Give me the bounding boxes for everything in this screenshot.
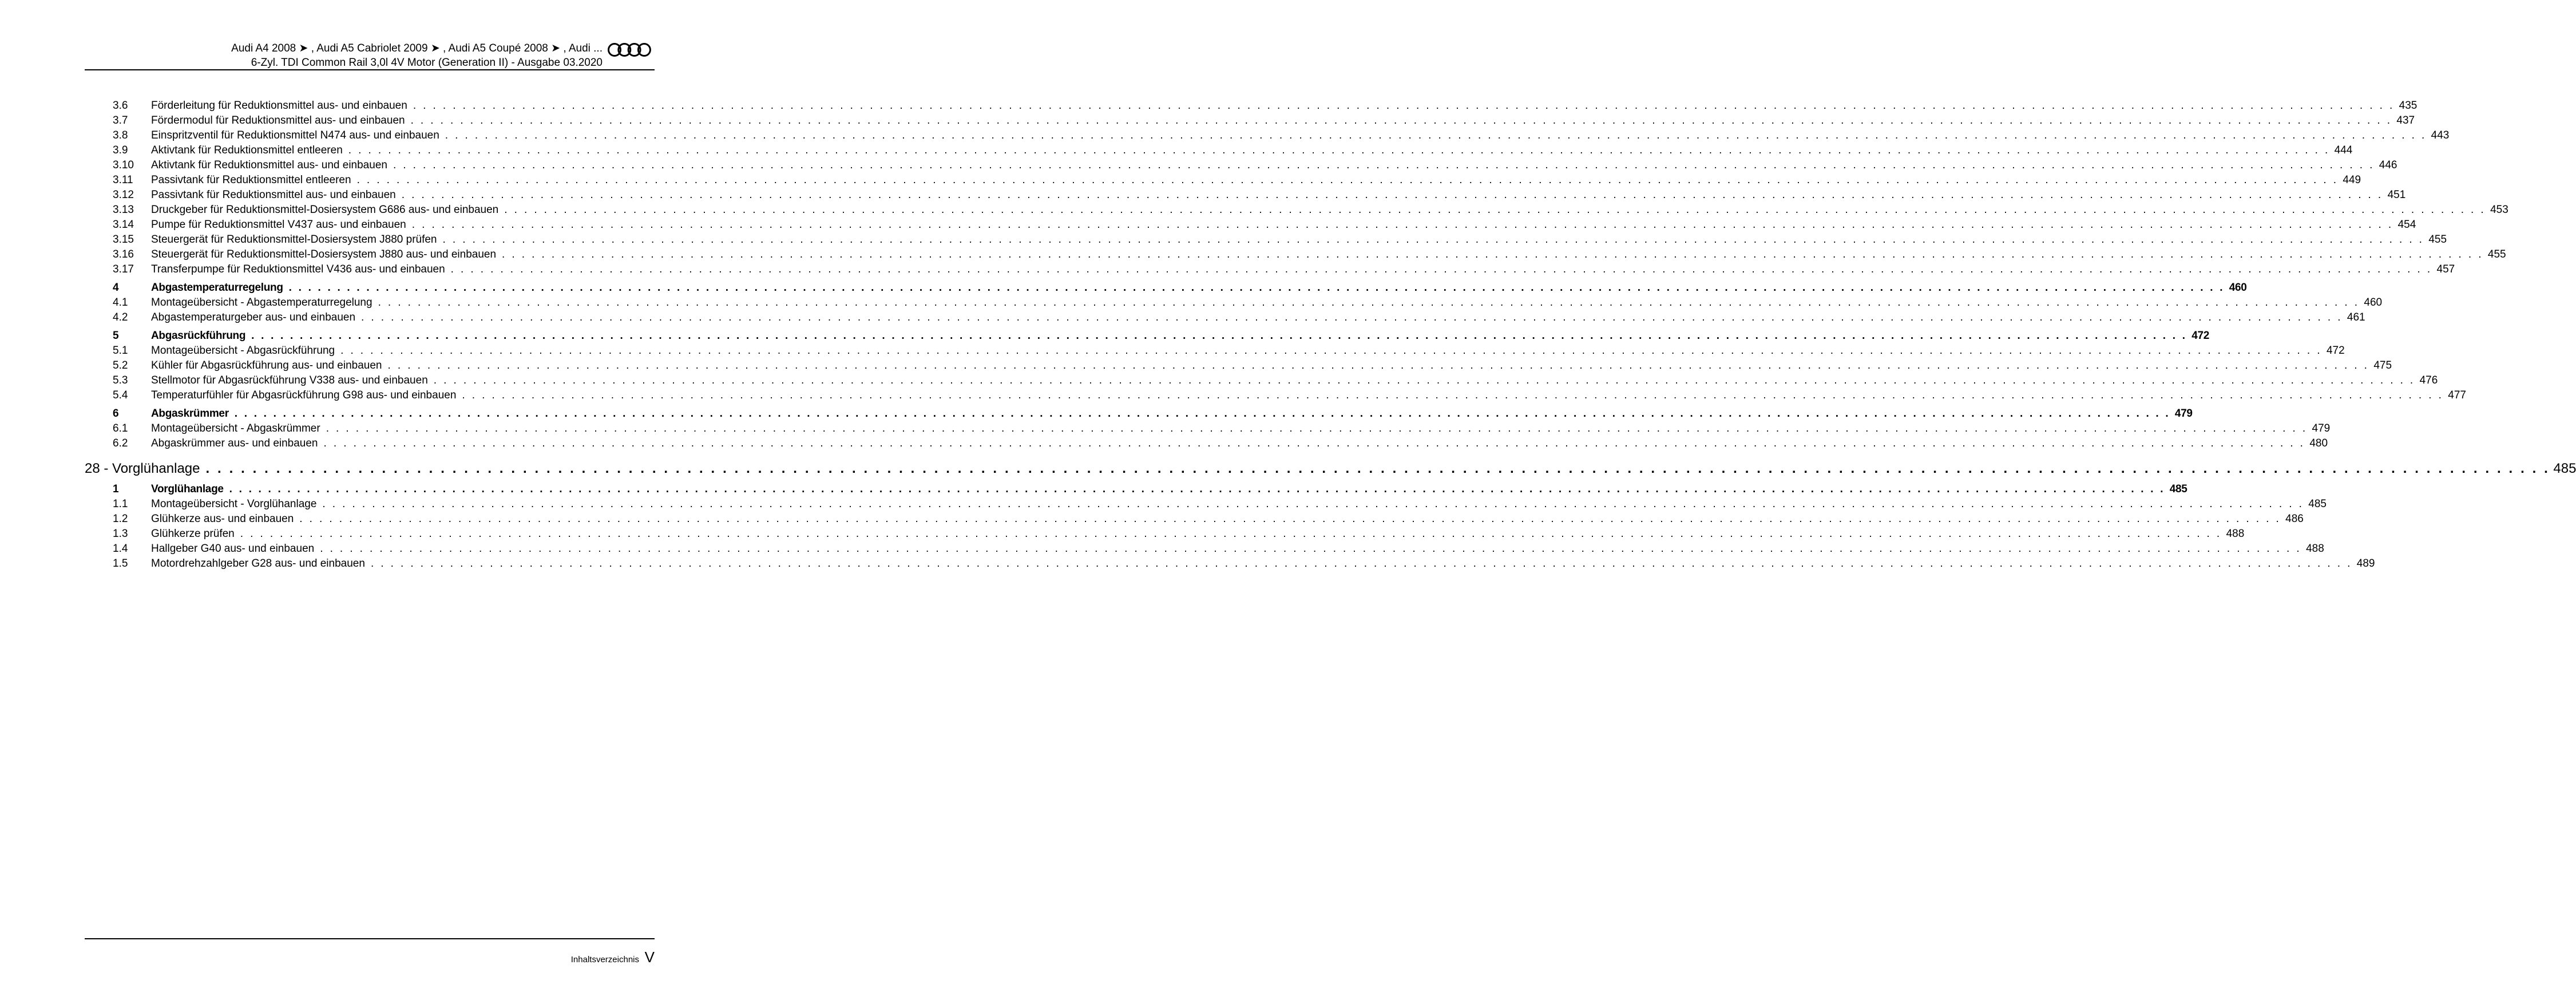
toc-entry-number: 5.4 [113,389,128,401]
toc-entry[interactable] [85,358,2392,373]
toc-leader-dots: . . . . . . . . . . . . . . . . . . . . . . . . . . . . . . . . . . . . . . . . . . . . . . . . . . . . . . . . . . . . . . . . . . . . . . . . . . . . . . . . . . . . . . . . . . . . . . . . . . . . . . . . . . . . . . . . . . . . . . . . . . . . . . . . . . . . . . . . . . . . . . . . . . . . . . . . . . . . . . . . . . . . . . . . . . . . . . . . . . . . . . . . . . . . . . . . . . . . . . . . [410,114,2392,127]
toc-entry-body [151,482,2187,497]
toc-entry-number: 3.17 [113,263,134,275]
toc-entry[interactable] [85,158,2397,173]
toc-entry-body [151,295,2383,310]
toc-entry-page: 454 [2397,219,2416,231]
toc-entry[interactable] [85,232,2447,247]
toc-entry-number: 4.2 [113,311,128,323]
toc-leader-dots: . . . . . . . . . . . . . . . . . . . . . . . . . . . . . . . . . . . . . . . . . . . . . . . . . . . . . . . . . . . . . . . . . . . . . . . . . . . . . . . . . . . . . . . . . . . . . . . . . . . . . . . . . . . . . . . . . . . . . . . . . . . . . . . . . . . . . . . . . . . . . . . . . . . . . . . . . . . . . . . . . . . . . . . . . . . . . . . . . . . . . . . . . . . . . . . . . . . . . . . . [378,297,2360,309]
toc-entry[interactable] [85,421,2331,436]
toc-entry-title: Montageübersicht - Abgasrückführung [151,345,335,357]
toc-entry[interactable] [85,262,2455,277]
toc-entry-body [151,343,2345,358]
toc-entry-title: Aktivtank für Reduktionsmittel entleeren [151,144,343,156]
toc-entry-body [151,358,2392,373]
toc-entry-title: Einspritzventil für Reduktionsmittel N474 aus- und einbauen [151,129,439,141]
toc-leader-dots: . . . . . . . . . . . . . . . . . . . . . . . . . . . . . . . . . . . . . . . . . . . . . . . . . . . . . . . . . . . . . . . . . . . . . . . . . . . . . . . . . . . . . . . . . . . . . . . . . . . . . . . . . . . . . . . . . . . . . . . . . . . . . . . . . . . . . . . . . . . . . . . . . . . . . . . . . . . . . . . . . . . . . . . . . . . . . . . . . . . . . . . . . . . . . . . . . . . . . . . . [411,219,2393,231]
toc-entry-page: 460 [2364,297,2383,309]
toc-leader-dots: . . . . . . . . . . . . . . . . . . . . . . . . . . . . . . . . . . . . . . . . . . . . . . . . . . . . . . . . . . . . . . . . . . . . . . . . . . . . . . . . . . . . . . . . . . . . . . . . . . . . . . . . . . . . . . . . . . . . . . . . . . . . . . . . . . . . . . . . . . . . . . . . . . . . . . . . . . . . . . . . . . . . . . . . . . . . . . . . . . . . . . . . . . . . . . . . . . . . . . . . [361,311,2343,323]
toc-entry-number: 1.5 [113,558,128,570]
toc-entry-page: 435 [2399,100,2418,112]
toc-leader-dots: . . . . . . . . . . . . . . . . . . . . . . . . . . . . . . . . . . . . . . . . . . . . . . . . . . . . . . . . . . . . . . . . . . . . . . . . . . . . . . . . . . . . . . . . . . . . . . . . . . . . . . . . . . . . . . . . . . . . . . . . . . . . . . . . . . . . . . . . . . . . . . . . . . . . . . . . . . . . . . . . . . . . . . . . . . . . . . . . . . . . . . . . . . . . . . . . . . . . . . . . [502,248,2483,260]
toc-section-entry[interactable] [85,280,2247,295]
toc-entry[interactable] [85,310,2365,325]
toc-leader-dots: . . . . . . . . . . . . . . . . . . . . . . . . . . . . . . . . . . . . . . . . . . . . . . . . . . . . . . . . . . . . . . . . . . . . . . . . . . . . . . . . . . . . . . . . . . . . . . . . . . . . . . . . . . . . . . . . . . . . . . . . . . . . . . . . . . . . . . . . . . . . . . . . . . . . . . . . . . . . . . . . . . . . . . . . . . . . . . . . . . . . . . . . . . . . . . . . . . . . . . . . [393,159,2375,171]
toc-entry-number: 3.12 [113,189,134,201]
toc-section-entry[interactable] [85,329,2210,343]
toc-leader-dots: . . . . . . . . . . . . . . . . . . . . . . . . . . . . . . . . . . . . . . . . . . . . . . . . . . . . . . . . . . . . . . . . . . . . . . . . . . . . . . . . . . . . . . . . . . . . . . . . . . . . . . . . . . . . . . . . . . . . . . . . . . . . . . . . . . . . . . . . . . . . . . . . . . . . . . . . . . . . . . . . . . . . . . . . . . . . . . . . . . . . . . . . . . . . . . . . . . . . . . . . [205,461,2550,476]
toc-entry-title: Stellmotor für Abgasrückführung V338 aus- und einbauen [151,374,428,386]
toc-entry-title: Abgaskrümmer aus- und einbauen [151,437,318,449]
toc-entry-number: 1 [113,483,119,495]
toc-entry-body [151,262,2455,277]
toc-entry[interactable] [85,98,2418,113]
toc-entry-page: 485 [2308,498,2327,510]
toc-leader-dots: . . . . . . . . . . . . . . . . . . . . . . . . . . . . . . . . . . . . . . . . . . . . . . . . . . . . . . . . . . . . . . . . . . . . . . . . . . . . . . . . . . . . . . . . . . . . . . . . . . . . . . . . . . . . . . . . . . . . . . . . . . . . . . . . . . . . . . . . . . . . . . . . . . . . . . . . . . . . . . . . . . . . . . . . . . . . . . . . . . . . . . . . . . . . . . . . . . . . . . . . [445,129,2427,141]
toc-entry[interactable] [85,388,2466,403]
toc-entry-number: 3.7 [113,114,128,127]
toc-entry-number: 3.16 [113,248,134,260]
toc-entry-page: 472 [2326,345,2345,357]
toc-leader-dots: . . . . . . . . . . . . . . . . . . . . . . . . . . . . . . . . . . . . . . . . . . . . . . . . . . . . . . . . . . . . . . . . . . . . . . . . . . . . . . . . . . . . . . . . . . . . . . . . . . . . . . . . . . . . . . . . . . . . . . . . . . . . . . . . . . . . . . . . . . . . . . . . . . . . . . . . . . . . . . . . . . . . . . . . . . . . . . . . . . . . . . . . . . . . . . . . . . . . . . . . [323,437,2305,449]
toc-entry-page: 479 [2174,408,2193,420]
toc-entry-page: 479 [2312,422,2331,434]
toc-entry-body [151,421,2331,436]
toc-leader-dots: . . . . . . . . . . . . . . . . . . . . . . . . . . . . . . . . . . . . . . . . . . . . . . . . . . . . . . . . . . . . . . . . . . . . . . . . . . . . . . . . . . . . . . . . . . . . . . . . . . . . . . . . . . . . . . . . . . . . . . . . . . . . . . . . . . . . . . . . . . . . . . . . . . . . . . . . . . . . . . . . . . . . . . . . . . . . . . . . . . . . . . . . . . . . . . . . . . . . . . . . [322,498,2304,510]
toc-entry-page: 461 [2347,311,2365,323]
toc-leader-dots: . . . . . . . . . . . . . . . . . . . . . . . . . . . . . . . . . . . . . . . . . . . . . . . . . . . . . . . . . . . . . . . . . . . . . . . . . . . . . . . . . . . . . . . . . . . . . . . . . . . . . . . . . . . . . . . . . . . . . . . . . . . . . . . . . . . . . . . . . . . . . . . . . . . . . . . . . . . . . . . . . . . . . . . . . . . . . . . . . . . . . . . . . . . . . . . . . . . . . . . . [348,144,2330,156]
toc-entry-title: Temperaturfühler für Abgasrückführung G98 aus- und einbauen [151,389,457,401]
toc-entry[interactable] [85,128,2450,143]
toc-entry-title: Glühkerze prüfen [151,528,235,540]
toc-entry[interactable] [85,203,2508,218]
toc-entry-body [151,310,2365,325]
toc-entry-title: Förderleitung für Reduktionsmittel aus- und einbauen [151,100,407,112]
toc-leader-dots: . . . . . . . . . . . . . . . . . . . . . . . . . . . . . . . . . . . . . . . . . . . . . . . . . . . . . . . . . . . . . . . . . . . . . . . . . . . . . . . . . . . . . . . . . . . . . . . . . . . . . . . . . . . . . . . . . . . . . . . . . . . . . . . . . . . . . . . . . . . . . . . . . . . . . . . . . . . . . . . . . . . . . . . . . . . . . . . . . . . . . . . . . . . . . . . . . . . . . . . . [299,513,2281,525]
toc-leader-dots: . . . . . . . . . . . . . . . . . . . . . . . . . . . . . . . . . . . . . . . . . . . . . . . . . . . . . . . . . . . . . . . . . . . . . . . . . . . . . . . . . . . . . . . . . . . . . . . . . . . . . . . . . . . . . . . . . . . . . . . . . . . . . . . . . . . . . . . . . . . . . . . . . . . . . . . . . . . . . . . . . . . . . . . . . . . . . . . . . . . . . . . . . . . . . . . . . . . . . . . . [356,174,2339,186]
audi-rings-icon [607,42,652,57]
toc-entry-body [151,406,2193,421]
toc-entry-number: 3.14 [113,219,134,231]
toc-entry[interactable] [85,556,2375,571]
footer-section-label: Inhaltsverzeichnis [570,955,639,965]
toc-entry-number: 3.8 [113,129,128,141]
toc-entry[interactable] [85,247,2506,262]
toc-entry-page: 446 [2379,159,2397,171]
toc-entry-page: 488 [2226,528,2245,540]
toc-entry[interactable] [85,527,2245,541]
toc-leader-dots: . . . . . . . . . . . . . . . . . . . . . . . . . . . . . . . . . . . . . . . . . . . . . . . . . . . . . . . . . . . . . . . . . . . . . . . . . . . . . . . . . . . . . . . . . . . . . . . . . . . . . . . . . . . . . . . . . . . . . . . . . . . . . . . . . . . . . . . . . . . . . . . . . . . . . . . . . . . . . . . . . . . . . . . . . . . . . . . . . . . . . . . . . . . . . . . . . . . . . . . . [370,558,2352,570]
toc-entry-title: 28 - Vorglühanlage [85,461,200,476]
toc-entry-number: 6.2 [113,437,128,449]
toc-entry-title: Glühkerze aus- und einbauen [151,513,294,525]
toc-entry-number: 3.11 [113,174,133,186]
toc-entry-number: 3.9 [113,144,128,156]
toc-entry-page: 451 [2387,189,2406,201]
toc-entry[interactable] [85,436,2328,451]
toc-leader-dots: . . . . . . . . . . . . . . . . . . . . . . . . . . . . . . . . . . . . . . . . . . . . . . . . . . . . . . . . . . . . . . . . . . . . . . . . . . . . . . . . . . . . . . . . . . . . . . . . . . . . . . . . . . . . . . . . . . . . . . . . . . . . . . . . . . . . . . . . . . . . . . . . . . . . . . . . . . . . . . . . . . . . . . . . . . . . . . . . . . . . . . . . . . . . . . . . . . . . . . . . [442,234,2424,246]
toc-entry-title: Abgasrückführung [151,330,246,342]
toc-entry-number: 6 [113,408,119,420]
toc-entry-number: 3.13 [113,204,134,216]
toc-entry[interactable] [85,497,2327,512]
toc-leader-dots: . . . . . . . . . . . . . . . . . . . . . . . . . . . . . . . . . . . . . . . . . . . . . . . . . . . . . . . . . . . . . . . . . . . . . . . . . . . . . . . . . . . . . . . . . . . . . . . . . . . . . . . . . . . . . . . . . . . . . . . . . . . . . . . . . . . . . . . . . . . . . . . . . . . . . . . . . . . . . . . . . . . . . . . . . . . . . . . . . . . . . . . . . . . . . . . . . . . . . . . . [504,204,2486,216]
toc-leader-dots: . . . . . . . . . . . . . . . . . . . . . . . . . . . . . . . . . . . . . . . . . . . . . . . . . . . . . . . . . . . . . . . . . . . . . . . . . . . . . . . . . . . . . . . . . . . . . . . . . . . . . . . . . . . . . . . . . . . . . . . . . . . . . . . . . . . . . . . . . . . . . . . . . . . . . . . . . . . . . . . . . . . . . . . . . . . . . . . . . . . . . . . . . . . . . . . . . . . . . . . . [326,422,2308,434]
toc-entry-title: Vorglühanlage [151,483,224,495]
toc-entry-title: Passivtank für Reduktionsmittel entleeren [151,174,351,186]
toc-entry-title: Abgaskrümmer [151,408,229,420]
toc-entry-body [151,158,2397,173]
toc-entry-number: 1.4 [113,543,128,555]
toc-entry-page: 449 [2343,174,2361,186]
toc-entry-page: 480 [2309,437,2328,449]
toc-entry-page: 455 [2487,248,2506,260]
toc-entry-page: 472 [2191,330,2210,342]
toc-section-entry[interactable] [85,482,2187,497]
toc-entry-title: Hallgeber G40 aus- und einbauen [151,543,315,555]
toc-entry-page: 455 [2428,234,2447,246]
toc-entry-number: 4 [113,282,119,294]
toc-leader-dots: . . . . . . . . . . . . . . . . . . . . . . . . . . . . . . . . . . . . . . . . . . . . . . . . . . . . . . . . . . . . . . . . . . . . . . . . . . . . . . . . . . . . . . . . . . . . . . . . . . . . . . . . . . . . . . . . . . . . . . . . . . . . . . . . . . . . . . . . . . . . . . . . . . . . . . . . . . . . . . . . . . . . . . . . . . . . . . . . . . . . . . . . . . . . . . . . . . . . . . . . [320,543,2302,555]
toc-entry[interactable] [85,343,2345,358]
toc-leader-dots: . . . . . . . . . . . . . . . . . . . . . . . . . . . . . . . . . . . . . . . . . . . . . . . . . . . . . . . . . . . . . . . . . . . . . . . . . . . . . . . . . . . . . . . . . . . . . . . . . . . . . . . . . . . . . . . . . . . . . . . . . . . . . . . . . . . . . . . . . . . . . . . . . . . . . . . . . . . . . . . . . . . . . . . . . . . . . . . . . . . . . . . . . . . . . . . . . . . . . . . . [387,359,2369,371]
toc-entry-title: Steuergerät für Reduktionsmittel-Dosiersystem J880 prüfen [151,234,437,246]
toc-entry-body [151,128,2450,143]
table-of-contents [85,98,2576,571]
toc-entry-title: Motordrehzahlgeber G28 aus- und einbauen [151,558,365,570]
toc-entry-body [151,527,2245,541]
toc-entry-number: 5.2 [113,359,128,371]
header-divider [85,69,655,70]
toc-entry-title: Montageübersicht - Abgastemperaturregelung [151,297,372,309]
toc-entry-title: Druckgeber für Reduktionsmittel-Dosiersystem G686 aus- und einbauen [151,204,499,216]
toc-leader-dots: . . . . . . . . . . . . . . . . . . . . . . . . . . . . . . . . . . . . . . . . . . . . . . . . . . . . . . . . . . . . . . . . . . . . . . . . . . . . . . . . . . . . . . . . . . . . . . . . . . . . . . . . . . . . . . . . . . . . . . . . . . . . . . . . . . . . . . . . . . . . . . . . . . . . . . . . . . . . . . . . . . . . . . . . . . . . . . . . . . . . . . . . . . . . . . . . . . . . . . . . [288,282,2225,294]
toc-entry-body [151,98,2418,113]
toc-entry[interactable] [85,113,2415,128]
toc-entry-title: Fördermodul für Reduktionsmittel aus- und einbauen [151,114,405,127]
toc-leader-dots: . . . . . . . . . . . . . . . . . . . . . . . . . . . . . . . . . . . . . . . . . . . . . . . . . . . . . . . . . . . . . . . . . . . . . . . . . . . . . . . . . . . . . . . . . . . . . . . . . . . . . . . . . . . . . . . . . . . . . . . . . . . . . . . . . . . . . . . . . . . . . . . . . . . . . . . . . . . . . . . . . . . . . . . . . . . . . . . . . . . . . . . . . . . . . . . . . . . . . . . . [462,389,2444,401]
toc-entry-title: Montageübersicht - Vorglühanlage [151,498,317,510]
toc-entry-title: Steuergerät für Reduktionsmittel-Dosiersystem J880 aus- und einbauen [151,248,497,260]
toc-entry-page: 457 [2436,263,2455,275]
toc-entry[interactable] [85,512,2304,527]
toc-entry-body [151,556,2375,571]
header-vehicle-models: Audi A4 2008 ➤ , Audi A5 Cabriolet 2009 ➤ , Audi A5 Coupé 2008 ➤ , Audi ... [231,42,603,54]
toc-entry-body [151,218,2416,232]
header-text [231,41,603,70]
toc-entry-page: 488 [2306,543,2324,555]
toc-entry-page: 485 [2553,461,2576,476]
footer-page-number: V [644,948,655,966]
toc-entry-body [151,203,2508,218]
toc-entry-title: Abgastemperaturregelung [151,282,283,294]
toc-entry-number: 6.1 [113,422,128,434]
toc-leader-dots: . . . . . . . . . . . . . . . . . . . . . . . . . . . . . . . . . . . . . . . . . . . . . . . . . . . . . . . . . . . . . . . . . . . . . . . . . . . . . . . . . . . . . . . . . . . . . . . . . . . . . . . . . . . . . . . . . . . . . . . . . . . . . . . . . . . . . . . . . . . . . . . . . . . . . . . . . . . . . . . . . . . . . . . . . . . . . . . . . . . . . . . . . . . . . . . . . . . . . . . . [413,100,2395,112]
toc-entry-number: 4.1 [113,297,128,309]
header-engine-edition: 6-Zyl. TDI Common Rail 3,0l 4V Motor (Generation II) - Ausgabe 03.2020 [251,57,603,69]
toc-entry-body [151,280,2247,295]
toc-entry-page: 475 [2373,359,2392,371]
toc-entry-title: Aktivtank für Reduktionsmittel aus- und einbauen [151,159,387,171]
toc-entry-body [151,188,2406,203]
toc-entry-body [151,512,2304,527]
toc-entry[interactable] [85,173,2361,188]
toc-entry-body [151,232,2447,247]
toc-entry-body [151,436,2328,451]
toc-entry-title: Montageübersicht - Abgaskrümmer [151,422,320,434]
toc-leader-dots: . . . . . . . . . . . . . . . . . . . . . . . . . . . . . . . . . . . . . . . . . . . . . . . . . . . . . . . . . . . . . . . . . . . . . . . . . . . . . . . . . . . . . . . . . . . . . . . . . . . . . . . . . . . . . . . . . . . . . . . . . . . . . . . . . . . . . . . . . . . . . . . . . . . . . . . . . . . . . . . . . . . . . . . . . . . . . . . . . . . . . . . . . . . . . . . . . . . . . . . . [240,528,2222,540]
toc-leader-dots: . . . . . . . . . . . . . . . . . . . . . . . . . . . . . . . . . . . . . . . . . . . . . . . . . . . . . . . . . . . . . . . . . . . . . . . . . . . . . . . . . . . . . . . . . . . . . . . . . . . . . . . . . . . . . . . . . . . . . . . . . . . . . . . . . . . . . . . . . . . . . . . . . . . . . . . . . . . . . . . . . . . . . . . . . . . . . . . . . . . . . . . . . . . . . . . . . . . . . . . . [229,483,2165,495]
toc-entry-body [151,113,2415,128]
toc-entry-number: 5.1 [113,345,128,357]
toc-entry-number: 3.15 [113,234,134,246]
toc-entry-page: 460 [2229,282,2247,294]
toc-entry-body [85,459,2576,479]
toc-entry[interactable] [85,188,2406,203]
toc-entry-page: 476 [2419,374,2438,386]
toc-entry-body [151,497,2327,512]
toc-entry-title: Abgastemperaturgeber aus- und einbauen [151,311,356,323]
toc-entry[interactable] [85,373,2438,388]
toc-entry-number: 1.1 [113,498,128,510]
toc-entry-title: Pumpe für Reduktionsmittel V437 aus- und einbauen [151,219,406,231]
toc-entry-body [151,329,2210,343]
toc-entry-body [151,247,2506,262]
toc-entry-body [151,373,2438,388]
toc-entry-body [151,541,2324,556]
toc-entry-body [151,173,2361,188]
toc-entry-body [151,143,2353,158]
toc-entry-page: 437 [2396,114,2415,127]
toc-entry-page: 485 [2169,483,2187,495]
toc-leader-dots: . . . . . . . . . . . . . . . . . . . . . . . . . . . . . . . . . . . . . . . . . . . . . . . . . . . . . . . . . . . . . . . . . . . . . . . . . . . . . . . . . . . . . . . . . . . . . . . . . . . . . . . . . . . . . . . . . . . . . . . . . . . . . . . . . . . . . . . . . . . . . . . . . . . . . . . . . . . . . . . . . . . . . . . . . . . . . . . . . . . . . . . . . . . . . . . . . . . . . . . . [234,408,2170,420]
toc-leader-dots: . . . . . . . . . . . . . . . . . . . . . . . . . . . . . . . . . . . . . . . . . . . . . . . . . . . . . . . . . . . . . . . . . . . . . . . . . . . . . . . . . . . . . . . . . . . . . . . . . . . . . . . . . . . . . . . . . . . . . . . . . . . . . . . . . . . . . . . . . . . . . . . . . . . . . . . . . . . . . . . . . . . . . . . . . . . . . . . . . . . . . . . . . . . . . . . . . . . . . . . . [251,330,2187,342]
toc-entry-page: 486 [2285,513,2304,525]
toc-entry-page: 453 [2490,204,2508,216]
toc-entry-title: Transferpumpe für Reduktionsmittel V436 aus- und einbauen [151,263,445,275]
toc-entry[interactable] [85,541,2324,556]
toc-entry[interactable] [85,143,2353,158]
toc-entry-number: 3.10 [113,159,134,171]
toc-entry-number: 1.2 [113,513,128,525]
toc-leader-dots: . . . . . . . . . . . . . . . . . . . . . . . . . . . . . . . . . . . . . . . . . . . . . . . . . . . . . . . . . . . . . . . . . . . . . . . . . . . . . . . . . . . . . . . . . . . . . . . . . . . . . . . . . . . . . . . . . . . . . . . . . . . . . . . . . . . . . . . . . . . . . . . . . . . . . . . . . . . . . . . . . . . . . . . . . . . . . . . . . . . . . . . . . . . . . . . . . . . . . . . . [450,263,2432,275]
footer-divider [85,938,655,939]
toc-entry-body [151,388,2466,403]
toc-entry[interactable] [85,218,2416,232]
toc-entry-page: 443 [2431,129,2450,141]
toc-leader-dots: . . . . . . . . . . . . . . . . . . . . . . . . . . . . . . . . . . . . . . . . . . . . . . . . . . . . . . . . . . . . . . . . . . . . . . . . . . . . . . . . . . . . . . . . . . . . . . . . . . . . . . . . . . . . . . . . . . . . . . . . . . . . . . . . . . . . . . . . . . . . . . . . . . . . . . . . . . . . . . . . . . . . . . . . . . . . . . . . . . . . . . . . . . . . . . . . . . . . . . . . [433,374,2415,386]
toc-entry-page: 444 [2334,144,2353,156]
toc-section-entry[interactable] [85,406,2193,421]
toc-entry-page: 477 [2448,389,2466,401]
toc-entry-number: 5 [113,330,119,342]
toc-entry-number: 3.6 [113,100,128,112]
toc-leader-dots: . . . . . . . . . . . . . . . . . . . . . . . . . . . . . . . . . . . . . . . . . . . . . . . . . . . . . . . . . . . . . . . . . . . . . . . . . . . . . . . . . . . . . . . . . . . . . . . . . . . . . . . . . . . . . . . . . . . . . . . . . . . . . . . . . . . . . . . . . . . . . . . . . . . . . . . . . . . . . . . . . . . . . . . . . . . . . . . . . . . . . . . . . . . . . . . . . . . . . . . . [401,189,2383,201]
toc-entry-number: 1.3 [113,528,128,540]
toc-chapter-entry[interactable] [85,459,2576,479]
toc-entry-number: 5.3 [113,374,128,386]
toc-leader-dots: . . . . . . . . . . . . . . . . . . . . . . . . . . . . . . . . . . . . . . . . . . . . . . . . . . . . . . . . . . . . . . . . . . . . . . . . . . . . . . . . . . . . . . . . . . . . . . . . . . . . . . . . . . . . . . . . . . . . . . . . . . . . . . . . . . . . . . . . . . . . . . . . . . . . . . . . . . . . . . . . . . . . . . . . . . . . . . . . . . . . . . . . . . . . . . . . . . . . . . . . [340,345,2322,357]
page-header [85,41,655,71]
toc-entry[interactable] [85,295,2383,310]
toc-entry-title: Kühler für Abgasrückführung aus- und einbauen [151,359,382,371]
toc-entry-page: 489 [2356,558,2375,570]
toc-entry-title: Passivtank für Reduktionsmittel aus- und einbauen [151,189,396,201]
